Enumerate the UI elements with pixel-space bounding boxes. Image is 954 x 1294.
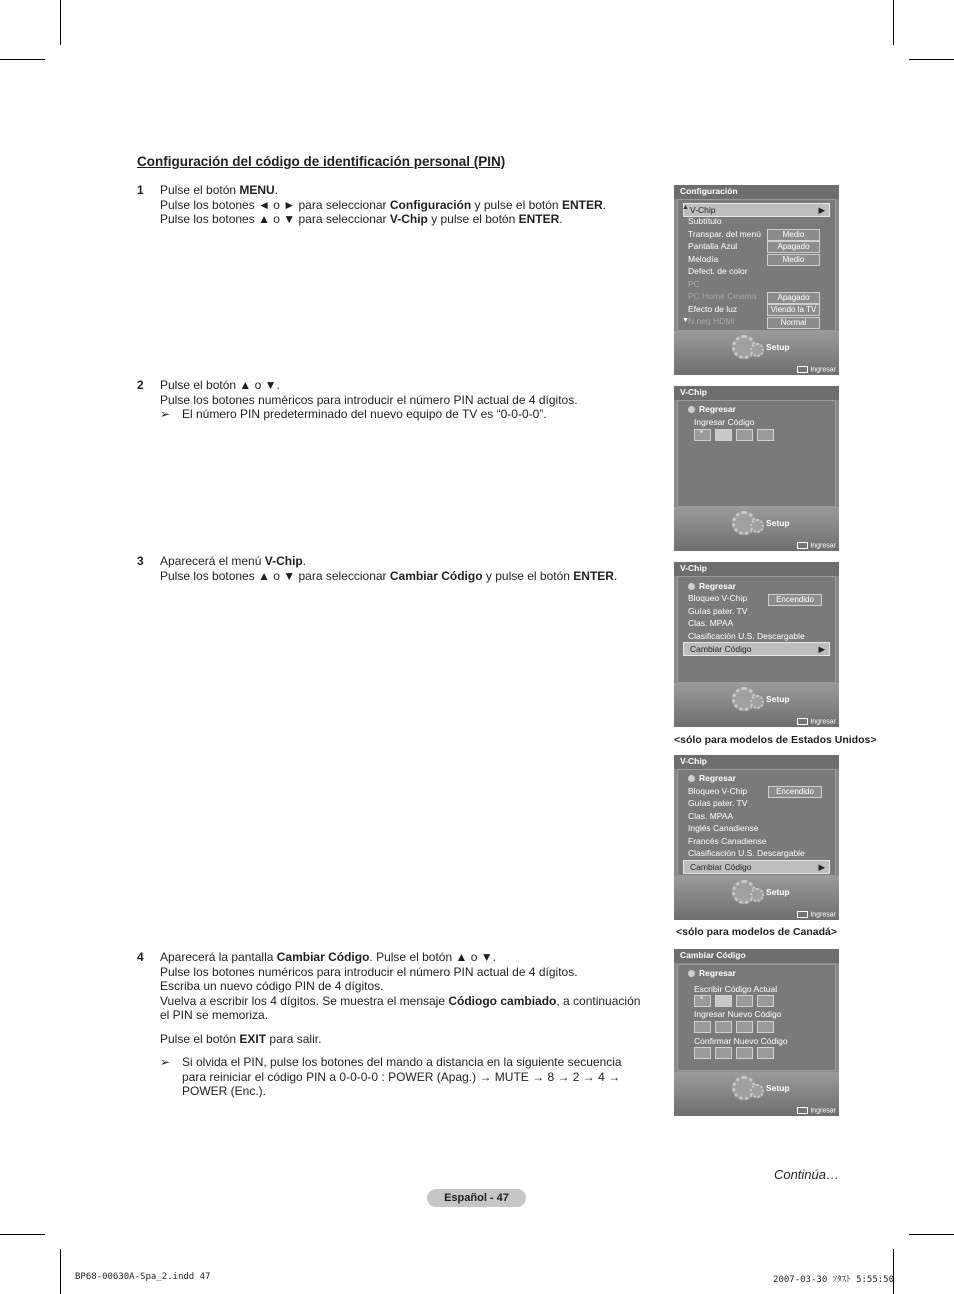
menu-item: PC	[688, 279, 700, 289]
gear-icon	[750, 888, 764, 902]
screen-header: Cambiar Código	[674, 949, 839, 963]
menu-item[interactable]: Clas. MPAA	[688, 618, 734, 628]
enter-icon	[797, 542, 808, 549]
screen-footer	[674, 1072, 839, 1116]
back-icon	[688, 406, 695, 413]
caption-us: <sólo para modelos de Estados Unidos>	[674, 734, 877, 746]
gear-icon	[750, 1084, 764, 1098]
caption-canada: <sólo para modelos de Canadá>	[675, 926, 838, 938]
pin-digit[interactable]	[757, 995, 774, 1007]
enter-icon	[797, 1107, 808, 1114]
screen-vchip-us	[674, 562, 839, 727]
step-line: Aparecerá el menú V-Chip.	[160, 554, 307, 568]
step-number: 4	[137, 950, 144, 964]
arrow-right-icon: ▶	[818, 644, 825, 654]
menu-item[interactable]: Inglés Canadiense	[688, 823, 759, 833]
menu-item[interactable]: Melodía	[688, 254, 719, 264]
pin-prompt-current: Escribir Código Actual	[694, 984, 778, 994]
gear-icon	[750, 343, 764, 357]
enter-hint: Ingresar	[797, 718, 836, 725]
menu-item-vchip[interactable]: V-Chip ▶	[683, 203, 830, 217]
pin-digit[interactable]	[694, 995, 711, 1007]
screen-footer	[674, 331, 839, 375]
pin-digit[interactable]	[715, 1021, 732, 1033]
pin-digit[interactable]	[757, 429, 774, 441]
menu-item[interactable]: Defect. de color	[688, 266, 748, 276]
pin-digit[interactable]	[736, 1021, 753, 1033]
pin-digit[interactable]	[736, 1047, 753, 1059]
step-number: 1	[137, 183, 144, 197]
screen-footer	[674, 683, 839, 727]
menu-panel	[677, 964, 836, 1071]
arrow-icon: ➢	[160, 1055, 171, 1069]
menu-item[interactable]: Francés Canadiense	[688, 836, 767, 846]
arrow-up-icon: ▲	[682, 204, 689, 211]
menu-item: PC Home Cinema	[688, 291, 757, 301]
enter-icon	[797, 718, 808, 725]
setup-label: Setup	[766, 1083, 790, 1093]
menu-item[interactable]: Clasificación U.S. Descargable	[688, 631, 805, 641]
step-line: Pulse el botón ▲ o ▼.	[160, 378, 280, 392]
arrow-down-icon: ▼	[682, 317, 689, 324]
enter-hint: Ingresar	[797, 542, 836, 549]
menu-value: Viendo la TV	[767, 304, 820, 316]
menu-panel	[677, 576, 836, 683]
step-line: el PIN se memoriza.	[160, 1008, 269, 1022]
back-button[interactable]: Regresar	[688, 967, 736, 979]
enter-icon	[797, 911, 808, 918]
crop-mark	[0, 1234, 45, 1235]
menu-value: Medio	[767, 254, 820, 266]
section-title: Configuración del código de identificación personal (PIN)	[137, 154, 506, 169]
menu-item[interactable]: Pantalla Azul	[688, 241, 738, 251]
pin-digit[interactable]	[694, 1047, 711, 1059]
enter-hint: Ingresar	[797, 911, 836, 918]
setup-label: Setup	[766, 887, 790, 897]
enter-hint: Ingresar	[797, 1107, 836, 1114]
step-line: Pulse los botones ◄ o ► para seleccionar Configuración y pulse el botón ENTER.	[160, 197, 606, 212]
screen-header: V-Chip	[674, 562, 839, 576]
step-line: Aparecerá la pantalla Cambiar Código. Pulse el botón ▲ o ▼.	[160, 950, 496, 964]
screen-vchip-ca	[674, 755, 839, 920]
gear-icon	[750, 519, 764, 533]
menu-item[interactable]: Efecto de luz	[688, 304, 738, 314]
pin-prompt-new: Ingresar Nuevo Código	[694, 1009, 782, 1019]
step-number: 3	[137, 554, 144, 568]
pin-digit[interactable]	[736, 429, 753, 441]
crop-mark	[60, 1249, 61, 1294]
setup-label: Setup	[766, 342, 790, 352]
screen-header: V-Chip	[674, 755, 839, 769]
print-slug-date: 2007-03-30 ｿﾀｽﾄ 5:55:50	[773, 1275, 894, 1285]
menu-item[interactable]: Guías pater. TV	[688, 606, 748, 616]
screen-footer	[674, 507, 839, 551]
menu-panel	[677, 769, 836, 876]
crop-mark	[909, 1234, 954, 1235]
pin-prompt: Ingresar Código	[694, 417, 755, 427]
pin-digit[interactable]	[736, 995, 753, 1007]
back-button[interactable]: Regresar	[688, 403, 736, 415]
arrow-icon: ➢	[160, 407, 171, 421]
menu-item[interactable]: Guías pater. TV	[688, 798, 748, 808]
menu-value: Encendido	[768, 786, 822, 798]
menu-value: Normal	[767, 317, 820, 329]
print-slug-file: BP68-00630A-Spa_2.indd 47	[75, 1272, 211, 1282]
back-button[interactable]: Regresar	[688, 772, 736, 784]
step-note: ➢ El número PIN predeterminado del nuevo equipo de TV es “0-0-0-0”.	[160, 407, 547, 421]
menu-value: Apagado	[767, 292, 820, 304]
gear-icon	[750, 695, 764, 709]
pin-digit[interactable]	[715, 429, 732, 441]
step-line: Escriba un nuevo código PIN de 4 dígitos.	[160, 979, 384, 993]
step-line: Vuelva a escribir los 4 dígitos. Se muestra el mensaje Códiogo cambiado, a continuación	[160, 993, 641, 1008]
enter-icon	[797, 366, 808, 373]
page-number: Español - 47	[427, 1189, 526, 1207]
crop-mark	[60, 0, 61, 45]
pin-digit[interactable]	[694, 1021, 711, 1033]
continued-label: Continúa…	[773, 1167, 839, 1182]
arrow-right-icon: ▶	[818, 205, 825, 215]
crop-mark	[893, 0, 894, 45]
pin-digit[interactable]	[715, 1047, 732, 1059]
step-number: 2	[137, 378, 144, 392]
menu-item[interactable]: Bloqueo V-Chip	[688, 593, 748, 603]
arrow-right-icon: ▶	[818, 862, 825, 872]
pin-digit[interactable]	[757, 1021, 774, 1033]
menu-item-cambiar-codigo[interactable]: Cambiar Código ▶	[683, 860, 830, 874]
screen-cambiar-codigo	[674, 949, 839, 1116]
setup-label: Setup	[766, 694, 790, 704]
menu-panel	[677, 199, 836, 331]
crop-mark	[0, 59, 45, 60]
setup-label: Setup	[766, 518, 790, 528]
menu-item[interactable]: Subtítulo	[688, 216, 722, 226]
screen-vchip-pin	[674, 386, 839, 551]
crop-mark	[909, 59, 954, 60]
enter-hint: Ingresar	[797, 366, 836, 373]
step-line: Pulse los botones ▲ o ▼ para seleccionar V-Chip y pulse el botón ENTER.	[160, 212, 563, 226]
step-note: ➢ Si olvida el PIN, pulse los botones del mando a distancia en la siguiente secuencia para reiniciar el código PIN a 0-0-0-0 : POWER (Apag.) → MUTE → 8 → 2 → 4 → POWER (Enc.).	[160, 1055, 622, 1098]
menu-item: N.neg HDMI	[688, 316, 735, 326]
menu-value: Encendido	[768, 594, 822, 606]
menu-item[interactable]: Clas. MPAA	[688, 811, 734, 821]
pin-digit[interactable]	[757, 1047, 774, 1059]
menu-item[interactable]: Bloqueo V-Chip	[688, 786, 748, 796]
screen-header: V-Chip	[674, 386, 839, 400]
step-line: Pulse los botones numéricos para introducir el número PIN actual de 4 dígitos.	[160, 392, 578, 407]
step-line: Pulse los botones numéricos para introducir el número PIN actual de 4 dígitos.	[160, 964, 578, 979]
step-line: Pulse el botón MENU.	[160, 183, 279, 197]
back-icon	[688, 583, 695, 590]
step-line: Pulse el botón EXIT para salir.	[160, 1031, 322, 1046]
menu-panel	[677, 400, 836, 507]
menu-value: Medio	[767, 229, 820, 241]
pin-prompt-confirm: Confirmar Nuevo Código	[694, 1036, 788, 1046]
screen-configuracion	[674, 185, 839, 375]
step-line: Pulse los botones ▲ o ▼ para seleccionar Cambiar Código y pulse el botón ENTER.	[160, 568, 618, 583]
pin-digit[interactable]	[694, 429, 711, 441]
menu-item[interactable]: Clasificación U.S. Descargable	[688, 848, 805, 858]
menu-item-cambiar-codigo[interactable]: Cambiar Código ▶	[683, 642, 830, 656]
pin-digit[interactable]	[715, 995, 732, 1007]
menu-value: Apagado	[767, 241, 820, 253]
back-icon	[688, 970, 695, 977]
screen-header: Configuración	[674, 185, 839, 199]
menu-item[interactable]: Transpar. del menú	[688, 229, 761, 239]
back-icon	[688, 775, 695, 782]
back-button[interactable]: Regresar	[688, 580, 736, 592]
screen-footer	[674, 876, 839, 920]
